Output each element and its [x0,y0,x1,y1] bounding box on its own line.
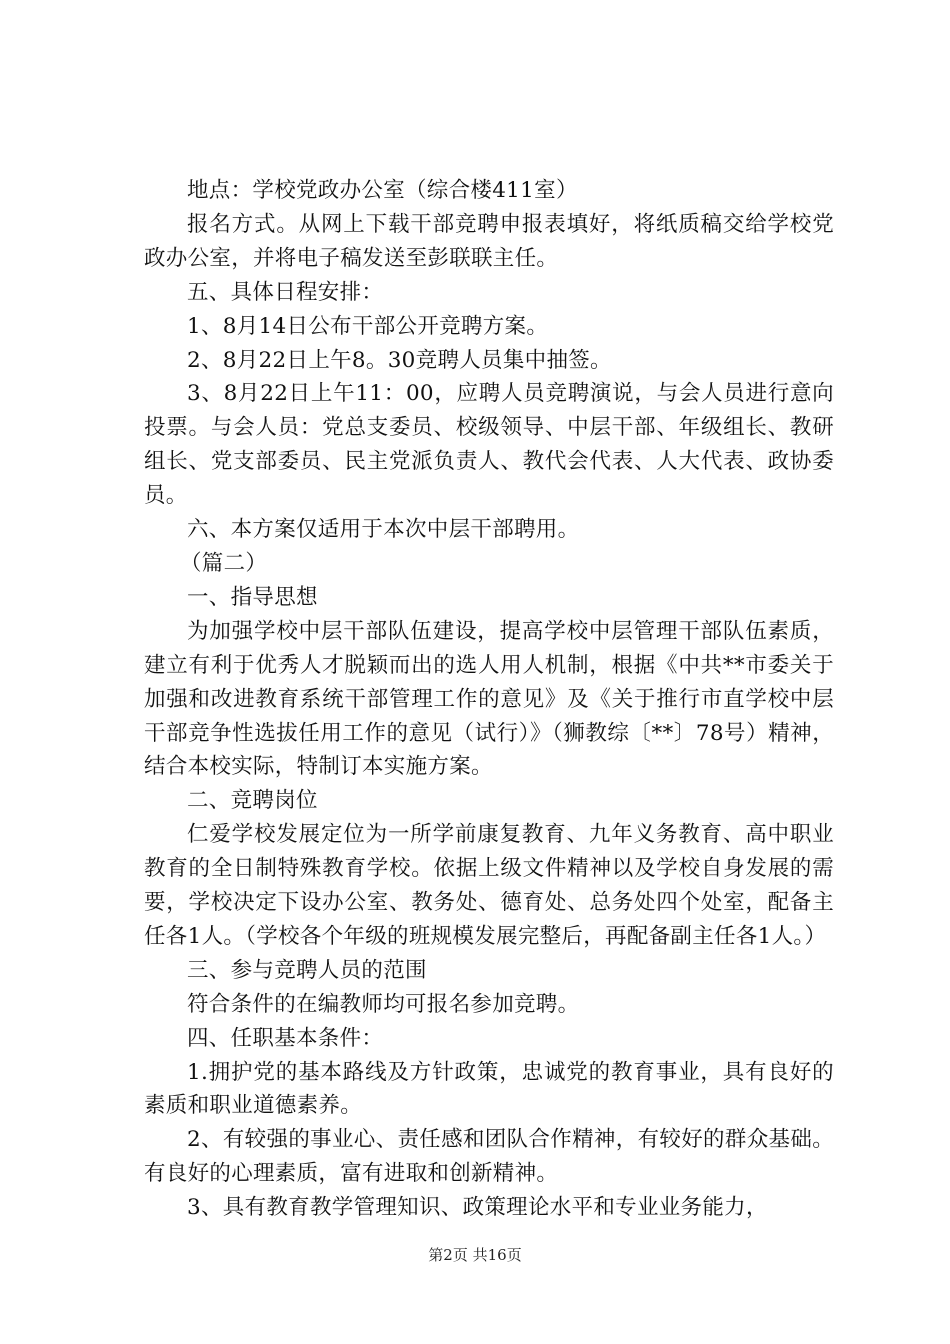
paragraph-location: 地点：学校党政办公室（综合楼411室） [187,178,578,203]
paragraph-registration: 报名方式。从网上下载干部竞聘申报表填好，将纸质稿交给学校党政办公室，并将电子稿发送至彭联联主任。 [144,211,834,271]
condition-item-1: 1.拥护党的基本路线及方针政策，忠诚党的教育事业，具有良好的素质和职业道德素养。 [144,1059,834,1119]
heading-candidate-range: 三、参与竞聘人员的范围 [187,957,427,983]
section-label-part-two: （篇二） [180,550,268,576]
heading-basic-conditions: 四、任职基本条件： [187,1025,384,1051]
paragraph-guiding-thought: 为加强学校中层干部队伍建设，提高学校中层管理干部队伍素质，建立有利于优秀人才脱颖而出的选人用人机制，根据《中共**市委关于加强和改进教育系统干部管理工作的意见》及《关于推行市直学校中层干部竞争性选拔任用工作的意见（试行）》（狮教综〔**〕78号）精神，结合本校实际，特制订本实施方案。 [144,618,834,780]
heading-schedule: 五、具体日程安排： [187,279,384,305]
paragraph-positions: 仁爱学校发展定位为一所学前康复教育、九年义务教育、高中职业教育的全日制特殊教育学校。依据上级文件精神以及学校自身发展的需要，学校决定下设办公室、教务处、德育处、总务处四个处室，配备主任各1人。（学校各个年级的班规模发展完整后，再配备副主任各1人。） [144,822,834,949]
schedule-item-2: 2、8月22日上午8。30竞聘人员集中抽签。 [187,347,612,373]
heading-guiding-thought: 一、指导思想 [187,584,318,610]
schedule-item-1: 1、8月14日公布干部公开竞聘方案。 [187,313,549,339]
condition-item-2: 2、有较强的事业心、责任感和团队合作精神，有较好的群众基础。有良好的心理素质，富有进取和创新精神。 [144,1127,834,1187]
condition-item-3: 3、具有教育教学管理知识、政策理论水平和专业业务能力， [187,1195,768,1221]
paragraph-candidate-range: 符合条件的在编教师均可报名参加竞聘。 [187,991,580,1017]
paragraph-scope: 六、本方案仅适用于本次中层干部聘用。 [187,517,580,543]
heading-positions: 二、竞聘岗位 [187,788,318,814]
document-body [144,174,834,1225]
page-number-footer: 第2页 共16页 [428,1246,522,1264]
schedule-item-3: 3、8月22日上午11：00，应聘人员竞聘演说，与会人员进行意向投票。与会人员：党总支委员、校级领导、中层干部、年级组长、教研组长、党支部委员、民主党派负责人、教代会代表、人大代表、政协委员。 [144,381,834,509]
